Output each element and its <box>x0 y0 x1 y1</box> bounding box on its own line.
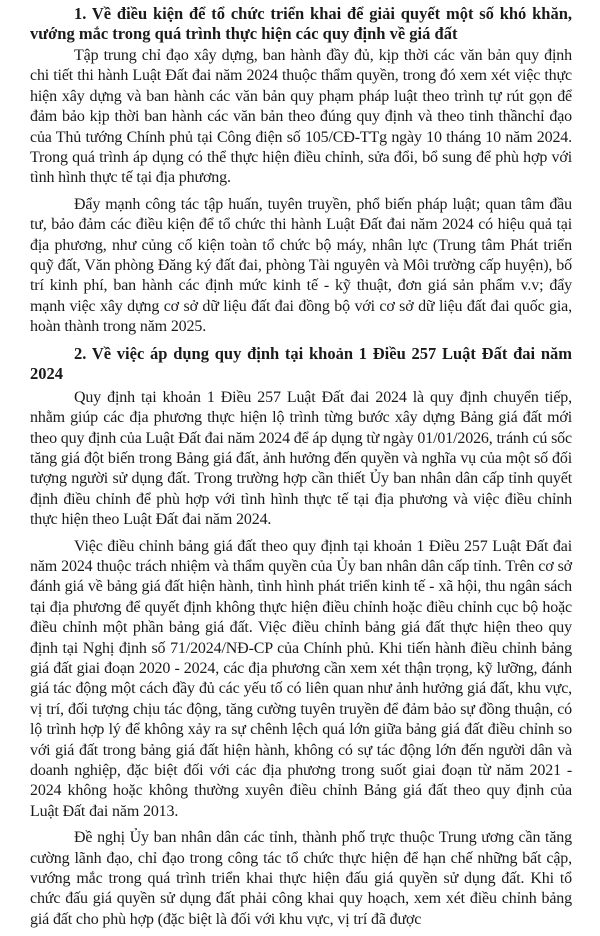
section-2-paragraph-2: Việc điều chỉnh bảng giá đất theo quy định tại khoản 1 Điều 257 Luật Đất đai năm 2024 thuộc trách nhiệm và thẩm quyền của Ủy ban nhân dân cấp tỉnh. Trên cơ sở đánh giá về bảng giá đất hiện hành, tình hình phát triển kinh tế - xã hội, thu ngân sách tại địa phương để quyết định không thực hiện điều chỉnh hoặc điều chỉnh cục bộ hoặc điều chỉnh một phần bảng giá đất. Việc điều chỉnh bảng giá đất thực hiện theo quy định tại Nghị định số 71/2024/NĐ-CP của Chính phủ. Khi tiến hành điều chỉnh bảng giá đất giai đoạn 2020 - 2024, các địa phương cần xem xét thận trọng, kỹ lưỡng, đánh giá tác động một cách đầy đủ các yếu tố có liên quan như ảnh hưởng giá đất, khu vực, vị trí, đối tượng chịu tác động, tăng cường tuyên truyền để đảm bảo sự đồng thuận, có lộ trình hợp lý để không xảy ra sự chênh lệch quá lớn giữa bảng giá đất điều chỉnh so với giá đất trong bảng giá đất hiện hành, không có sự tác động lớn đến người dân và doanh nghiệp, đặc biệt đối với các địa phương trong suốt giai đoạn từ năm 2021 - 2024 không hoặc không thường xuyên điều chỉnh Bảng giá đất theo quy định của Luật Đất đai năm 2013. <box>30 537 572 820</box>
section-1-heading: 1. Về điều kiện để tổ chức triển khai để giải quyết một số khó khăn, vướng mắc trong quá trình thực hiện các quy định về giá đất <box>30 4 572 43</box>
section-2-heading: 2. Về việc áp dụng quy định tại khoản 1 Điều 257 Luật Đất đai năm 2024 <box>30 343 572 383</box>
section-1-paragraph-1: Tập trung chỉ đạo xây dựng, ban hành đầy đủ, kịp thời các văn bản quy định chi tiết thi hành Luật Đất đai năm 2024 thuộc thẩm quyền, trong đó xem xét việc thực hiện xây dựng và ban hành các văn bản quy phạm pháp luật theo trình tự rút gọn để đảm bảo kịp thời ban hành các văn bản theo đúng quy định và theo tinh thầnchỉ đạo của Thủ tướng Chính phủ tại Công điện số 105/CĐ-TTg ngày 10 tháng 10 năm 2024. Trong quá trình áp dụng có thể thực hiện điều chỉnh, sửa đổi, bổ sung để phù hợp với tình hình thực tế tại địa phương. <box>30 47 572 187</box>
section-2-paragraph-3: Đề nghị Ủy ban nhân dân các tỉnh, thành phố trực thuộc Trung ương cần tăng cường lãnh đạo, chỉ đạo trong công tác tổ chức thực hiện để hạn chế những bất cập, vướng mắc trong quá trình triển khai thực hiện đấu giá quyền sử dụng đất. Khi tổ chức đấu giá quyền sử dụng đất phải công khai quy hoạch, xem xét điều chỉnh bảng giá đất cho phù hợp (đặc biệt là đối với khu vực, vị trí đã được <box>30 829 572 928</box>
section-1-paragraph-2: Đẩy mạnh công tác tập huấn, tuyên truyền, phổ biến pháp luật; quan tâm đầu tư, bảo đảm các điều kiện để tổ chức thi hành Luật Đất đai năm 2024 có hiệu quả tại địa phương, như củng cố kiện toàn tổ chức bộ máy, nhân lực (Trung tâm Phát triển quỹ đất, Văn phòng Đăng ký đất đai, phòng Tài nguyên và Môi trường cấp huyện), bố trí kinh phí, ban hành các định mức kinh tế - kỹ thuật, đơn giá sản phẩm v.v; đẩy mạnh việc xây dựng cơ sở dữ liệu đất đai đồng bộ với cơ sở dữ liệu đất đai quốc gia, hoàn thành trong năm 2025. <box>30 195 572 336</box>
section-2-paragraph-1: Quy định tại khoản 1 Điều 257 Luật Đất đai 2024 là quy định chuyển tiếp, nhằm giúp các địa phương thực hiện lộ trình từng bước xây dựng Bảng giá đất mới theo quy định của Luật Đất đai năm 2024 để áp dụng từ ngày 01/01/2026, tránh cú sốc tăng giá đột biến trong Bảng giá đất, ảnh hưởng đến quyền và nghĩa vụ của một số đối tượng người sử dụng đất. Trong trường hợp cần thiết Ủy ban nhân dân cấp tỉnh quyết định điều chỉnh để phù hợp với tình hình thực tế tại địa phương và việc điều chỉnh thực hiện theo Luật Đất đai năm 2024. <box>30 388 572 529</box>
document-page <box>30 4 572 936</box>
